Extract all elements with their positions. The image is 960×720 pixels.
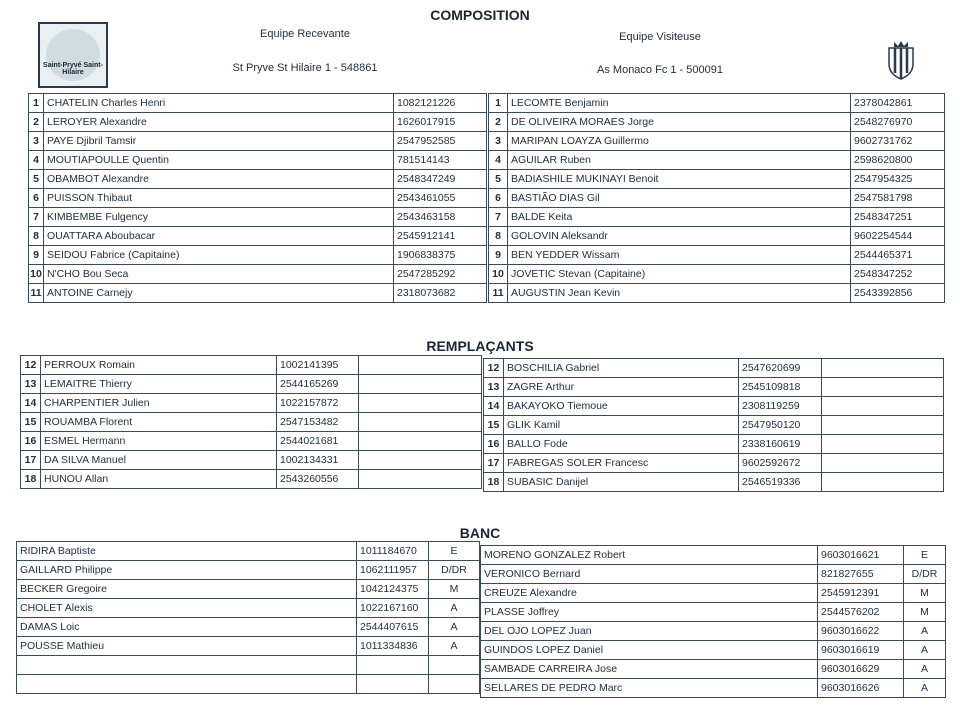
bench-away-table xyxy=(480,545,946,698)
licence-number: 1042124375 xyxy=(357,580,429,599)
licence-number xyxy=(357,656,429,675)
empty-cell xyxy=(822,359,944,378)
player-row xyxy=(489,246,945,265)
shirt-number: 6 xyxy=(29,189,44,208)
player-name: N'CHO Bou Seca xyxy=(44,265,394,284)
staff-name: DAMAS Loic xyxy=(17,618,357,637)
bench-row xyxy=(17,675,480,694)
shirt-number: 4 xyxy=(489,151,508,170)
staff-name: DEL OJO LOPEZ Juan xyxy=(481,622,818,641)
licence-number xyxy=(357,675,429,694)
empty-cell xyxy=(359,432,482,451)
player-row xyxy=(484,435,944,454)
licence-number: 2338160619 xyxy=(739,435,822,454)
player-name: OBAMBOT Alexandre xyxy=(44,170,394,189)
shirt-number: 17 xyxy=(484,454,504,473)
away-club-logo xyxy=(886,40,916,80)
player-row xyxy=(21,432,482,451)
licence-number: 2378042861 xyxy=(851,94,945,113)
licence-number: 1002141395 xyxy=(277,356,359,375)
player-name: FABREGAS SOLER Francesc xyxy=(504,454,739,473)
licence-number: 9602254544 xyxy=(851,227,945,246)
shirt-number: 11 xyxy=(489,284,508,303)
empty-cell xyxy=(822,473,944,492)
player-row xyxy=(21,394,482,413)
shirt-number: 2 xyxy=(489,113,508,132)
bench-row xyxy=(481,603,946,622)
player-row xyxy=(21,470,482,489)
empty-cell xyxy=(359,451,482,470)
shirt-number: 8 xyxy=(29,227,44,246)
player-name: MOUTIAPOULLE Quentin xyxy=(44,151,394,170)
player-row xyxy=(29,284,487,303)
player-row xyxy=(489,189,945,208)
licence-number: 781514143 xyxy=(394,151,487,170)
licence-number: 2548276970 xyxy=(851,113,945,132)
empty-cell xyxy=(359,413,482,432)
player-row xyxy=(484,473,944,492)
player-row xyxy=(29,132,487,151)
shirt-number: 16 xyxy=(21,432,41,451)
bench-row xyxy=(17,656,480,675)
licence-number: 2543392856 xyxy=(851,284,945,303)
player-row xyxy=(29,227,487,246)
licence-number: 1082121226 xyxy=(394,94,487,113)
player-row xyxy=(21,451,482,470)
away-team-name: As Monaco Fc 1 - 500091 xyxy=(597,64,723,76)
player-row xyxy=(29,246,487,265)
player-row xyxy=(484,378,944,397)
staff-name: SAMBADE CARREIRA Jose xyxy=(481,660,818,679)
licence-number: 2548347249 xyxy=(394,170,487,189)
shirt-number: 5 xyxy=(29,170,44,189)
bench-row xyxy=(17,542,480,561)
staff-name: MORENO GONZALEZ Robert xyxy=(481,546,818,565)
empty-cell xyxy=(822,454,944,473)
licence-number: 2546519336 xyxy=(739,473,822,492)
licence-number: 1002134331 xyxy=(277,451,359,470)
away-team-label: Equipe Visiteuse xyxy=(619,31,701,43)
licence-number: 1022157872 xyxy=(277,394,359,413)
licence-number: 2544465371 xyxy=(851,246,945,265)
licence-number: 1011184670 xyxy=(357,542,429,561)
shirt-number: 3 xyxy=(29,132,44,151)
player-name: BEN YEDDER Wissam xyxy=(508,246,851,265)
staff-role: D/DR xyxy=(429,561,480,580)
staff-role: A xyxy=(904,679,946,698)
player-row xyxy=(21,356,482,375)
licence-number: 1906838375 xyxy=(394,246,487,265)
shirt-number: 2 xyxy=(29,113,44,132)
bench-row xyxy=(481,565,946,584)
bench-row xyxy=(17,637,480,656)
licence-number: 2543463158 xyxy=(394,208,487,227)
shirt-number: 5 xyxy=(489,170,508,189)
player-name: BADIASHILE MUKINAYI Benoit xyxy=(508,170,851,189)
player-name: BAKAYOKO Tiemoue xyxy=(504,397,739,416)
bench-row xyxy=(481,546,946,565)
empty-cell xyxy=(822,435,944,454)
licence-number: 2544165269 xyxy=(277,375,359,394)
shirt-number: 18 xyxy=(484,473,504,492)
staff-role: M xyxy=(429,580,480,599)
licence-number: 2544021681 xyxy=(277,432,359,451)
licence-number: 9603016629 xyxy=(818,660,904,679)
staff-role: A xyxy=(429,618,480,637)
home-club-logo xyxy=(38,22,108,88)
subs-home-table xyxy=(20,355,482,489)
empty-cell xyxy=(359,470,482,489)
page-title: COMPOSITION xyxy=(430,7,530,23)
player-name: GLIK Kamil xyxy=(504,416,739,435)
player-name: HUNOU Allan xyxy=(41,470,277,489)
empty-cell xyxy=(822,378,944,397)
licence-number: 2543260556 xyxy=(277,470,359,489)
player-row xyxy=(484,416,944,435)
empty-cell xyxy=(359,375,482,394)
player-row xyxy=(29,151,487,170)
licence-number: 1022167160 xyxy=(357,599,429,618)
licence-number: 2545912141 xyxy=(394,227,487,246)
licence-number: 9603016621 xyxy=(818,546,904,565)
player-name: GOLOVIN Aleksandr xyxy=(508,227,851,246)
player-name: AUGUSTIN Jean Kevin xyxy=(508,284,851,303)
player-row xyxy=(489,265,945,284)
licence-number: 2318073682 xyxy=(394,284,487,303)
licence-number: 9602592672 xyxy=(739,454,822,473)
shirt-number: 16 xyxy=(484,435,504,454)
player-row xyxy=(21,413,482,432)
player-row xyxy=(484,454,944,473)
staff-name xyxy=(17,656,357,675)
licence-number: 2547954325 xyxy=(851,170,945,189)
player-name: PERROUX Romain xyxy=(41,356,277,375)
bench-row xyxy=(481,584,946,603)
shirt-number: 17 xyxy=(21,451,41,470)
licence-number: 2543461055 xyxy=(394,189,487,208)
player-name: AGUILAR Ruben xyxy=(508,151,851,170)
shirt-number: 14 xyxy=(484,397,504,416)
player-name: LEMAITRE Thierry xyxy=(41,375,277,394)
player-name: LECOMTE Benjamin xyxy=(508,94,851,113)
player-name: ESMEL Hermann xyxy=(41,432,277,451)
staff-role: A xyxy=(904,641,946,660)
shirt-number: 7 xyxy=(489,208,508,227)
player-name: BALDE Keita xyxy=(508,208,851,227)
player-row xyxy=(489,170,945,189)
bench-row xyxy=(481,660,946,679)
shirt-number: 7 xyxy=(29,208,44,227)
bench-row xyxy=(17,599,480,618)
shirt-number: 13 xyxy=(21,375,41,394)
player-row xyxy=(29,265,487,284)
bench-row xyxy=(17,580,480,599)
player-name: PAYE Djibril Tamsir xyxy=(44,132,394,151)
licence-number: 2545912391 xyxy=(818,584,904,603)
licence-number: 2547153482 xyxy=(277,413,359,432)
shirt-number: 14 xyxy=(21,394,41,413)
staff-name: BECKER Gregoire xyxy=(17,580,357,599)
shirt-number: 13 xyxy=(484,378,504,397)
licence-number: 1062111957 xyxy=(357,561,429,580)
staff-role: M xyxy=(904,584,946,603)
licence-number: 2547285292 xyxy=(394,265,487,284)
staff-name: SELLARES DE PEDRO Marc xyxy=(481,679,818,698)
staff-role: A xyxy=(429,599,480,618)
licence-number: 9602731762 xyxy=(851,132,945,151)
player-row xyxy=(489,227,945,246)
player-row xyxy=(489,284,945,303)
empty-cell xyxy=(359,356,482,375)
home-team-name: St Pryve St Hilaire 1 - 548861 xyxy=(232,62,378,74)
player-row xyxy=(29,208,487,227)
player-row xyxy=(21,375,482,394)
starters-home-table xyxy=(28,93,487,303)
player-row xyxy=(29,113,487,132)
shirt-number: 10 xyxy=(29,265,44,284)
shirt-number: 9 xyxy=(489,246,508,265)
player-name: CHATELIN Charles Henri xyxy=(44,94,394,113)
player-row xyxy=(29,170,487,189)
player-name: ANTOINE Carnejy xyxy=(44,284,394,303)
player-row xyxy=(489,208,945,227)
player-name: SUBASIC Danijel xyxy=(504,473,739,492)
shirt-number: 9 xyxy=(29,246,44,265)
staff-role xyxy=(429,675,480,694)
subs-away-table xyxy=(483,358,944,492)
staff-role: A xyxy=(429,637,480,656)
staff-name: GAILLARD Philippe xyxy=(17,561,357,580)
staff-name: RIDIRA Baptiste xyxy=(17,542,357,561)
shirt-number: 4 xyxy=(29,151,44,170)
bench-row xyxy=(481,641,946,660)
shirt-number: 12 xyxy=(21,356,41,375)
shirt-number: 1 xyxy=(489,94,508,113)
player-name: DA SILVA Manuel xyxy=(41,451,277,470)
bench-row xyxy=(481,622,946,641)
player-row xyxy=(489,113,945,132)
shirt-number: 10 xyxy=(489,265,508,284)
shirt-number: 12 xyxy=(484,359,504,378)
bench-row xyxy=(17,618,480,637)
player-name: SEIDOU Fabrice (Capitaine) xyxy=(44,246,394,265)
staff-role: E xyxy=(429,542,480,561)
bench-row xyxy=(481,679,946,698)
shirt-number: 8 xyxy=(489,227,508,246)
licence-number: 2547581798 xyxy=(851,189,945,208)
shirt-number: 3 xyxy=(489,132,508,151)
licence-number: 2544407615 xyxy=(357,618,429,637)
bench-row xyxy=(17,561,480,580)
player-row xyxy=(29,94,487,113)
staff-role: A xyxy=(904,622,946,641)
licence-number: 2547952585 xyxy=(394,132,487,151)
shirt-number: 15 xyxy=(21,413,41,432)
shirt-number: 1 xyxy=(29,94,44,113)
home-team-label: Equipe Recevante xyxy=(260,28,350,40)
staff-role xyxy=(429,656,480,675)
licence-number: 1011334836 xyxy=(357,637,429,656)
player-row xyxy=(489,132,945,151)
player-name: KIMBEMBE Fulgency xyxy=(44,208,394,227)
player-name: BALLO Fode xyxy=(504,435,739,454)
staff-role: E xyxy=(904,546,946,565)
player-name: BOSCHILIA Gabriel xyxy=(504,359,739,378)
licence-number: 9603016626 xyxy=(818,679,904,698)
empty-cell xyxy=(822,397,944,416)
staff-name: VERONICO Bernard xyxy=(481,565,818,584)
shirt-number: 6 xyxy=(489,189,508,208)
staff-name xyxy=(17,675,357,694)
bench-home-table xyxy=(16,541,480,694)
licence-number: 9603016622 xyxy=(818,622,904,641)
starters-away-table xyxy=(488,93,945,303)
staff-role: D/DR xyxy=(904,565,946,584)
player-name: CHARPENTIER Julien xyxy=(41,394,277,413)
licence-number: 2544576202 xyxy=(818,603,904,622)
player-row xyxy=(484,397,944,416)
shirt-number: 15 xyxy=(484,416,504,435)
licence-number: 2548347252 xyxy=(851,265,945,284)
licence-number: 2308119259 xyxy=(739,397,822,416)
licence-number: 2598620800 xyxy=(851,151,945,170)
shirt-number: 18 xyxy=(21,470,41,489)
player-name: BASTIÃO DIAS Gil xyxy=(508,189,851,208)
licence-number: 2548347251 xyxy=(851,208,945,227)
staff-role: M xyxy=(904,603,946,622)
staff-role: A xyxy=(904,660,946,679)
player-name: DE OLIVEIRA MORAES Jorge xyxy=(508,113,851,132)
home-logo-text: Saint-Pryvé Saint-Hilaire xyxy=(43,62,103,76)
licence-number: 2547950120 xyxy=(739,416,822,435)
staff-name: GUINDOS LOPEZ Daniel xyxy=(481,641,818,660)
empty-cell xyxy=(822,416,944,435)
player-name: MARIPAN LOAYZA Guillermo xyxy=(508,132,851,151)
staff-name: CREUZE Alexandre xyxy=(481,584,818,603)
staff-name: PLASSE Joffrey xyxy=(481,603,818,622)
player-name: PUISSON Thibaut xyxy=(44,189,394,208)
player-name: JOVETIC Stevan (Capitaine) xyxy=(508,265,851,284)
player-row xyxy=(489,151,945,170)
licence-number: 2545109818 xyxy=(739,378,822,397)
staff-name: CHOLET Alexis xyxy=(17,599,357,618)
player-name: ZAGRE Arthur xyxy=(504,378,739,397)
player-name: OUATTARA Aboubacar xyxy=(44,227,394,246)
player-row xyxy=(484,359,944,378)
bench-title: BANC xyxy=(459,525,501,541)
player-row xyxy=(489,94,945,113)
player-name: ROUAMBA Florent xyxy=(41,413,277,432)
empty-cell xyxy=(359,394,482,413)
staff-name: POUSSE Mathieu xyxy=(17,637,357,656)
player-name: LEROYER Alexandre xyxy=(44,113,394,132)
licence-number: 1626017915 xyxy=(394,113,487,132)
licence-number: 2547620699 xyxy=(739,359,822,378)
shirt-number: 11 xyxy=(29,284,44,303)
licence-number: 9603016619 xyxy=(818,641,904,660)
licence-number: 821827655 xyxy=(818,565,904,584)
player-row xyxy=(29,189,487,208)
subs-title: REMPLAÇANTS xyxy=(426,338,534,354)
